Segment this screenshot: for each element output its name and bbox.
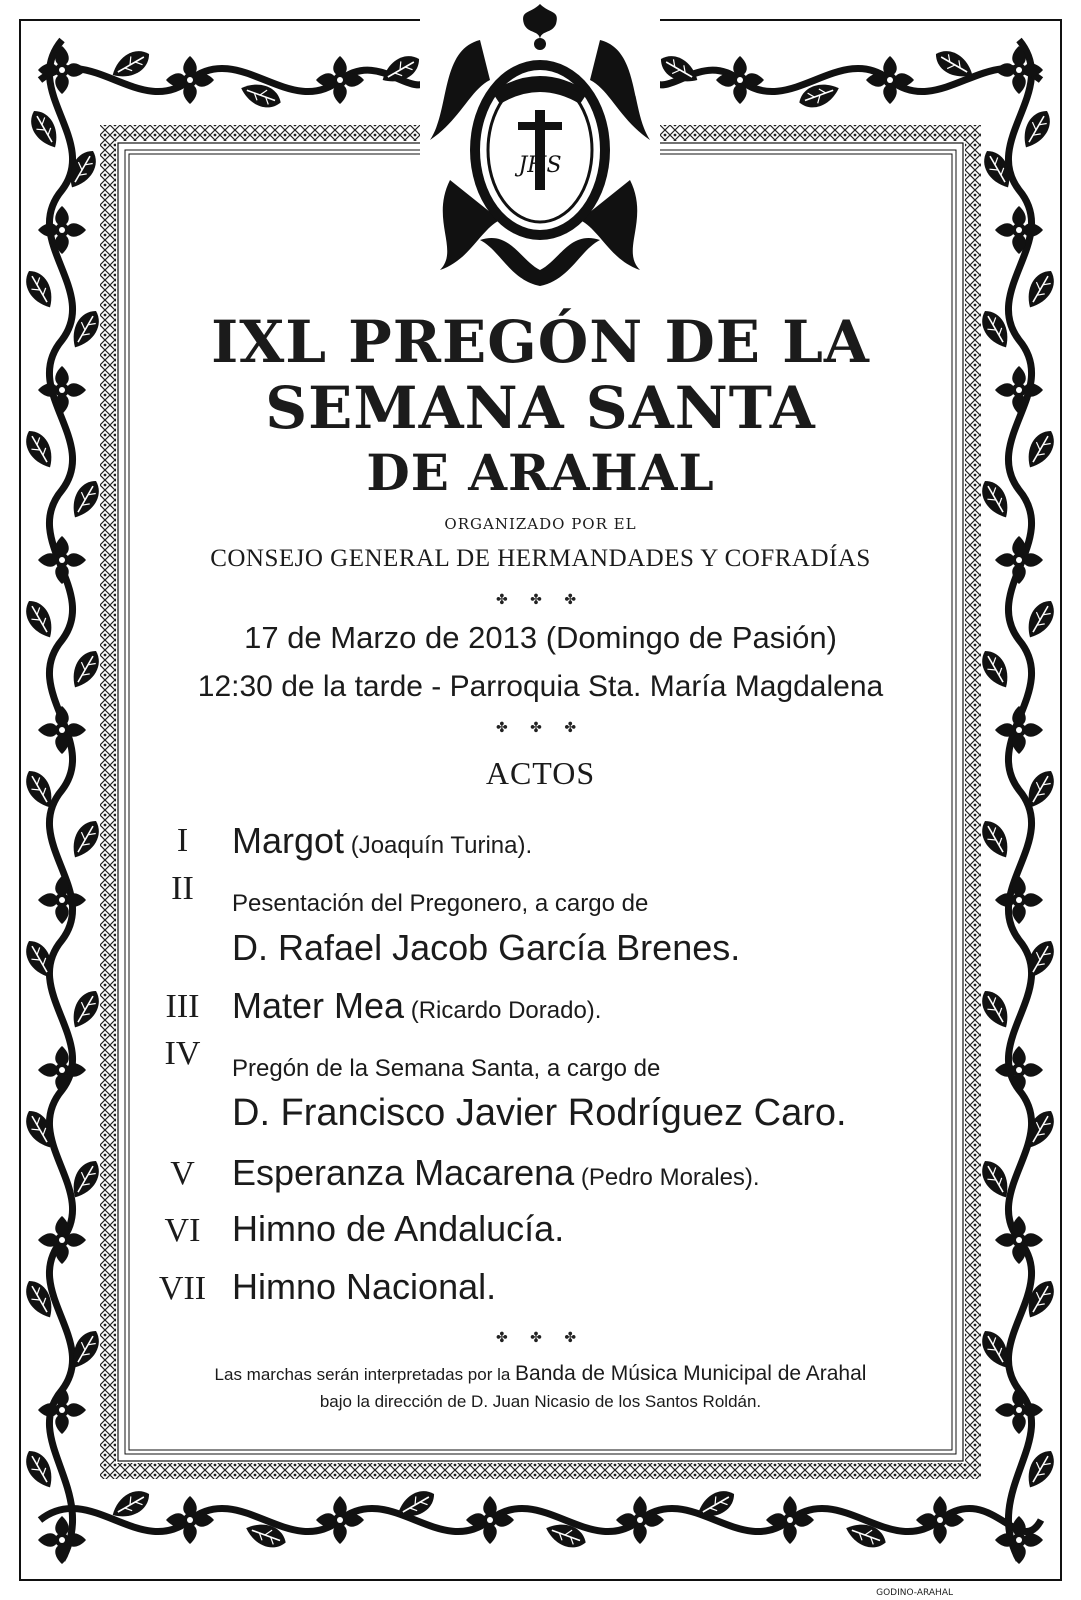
act-item bbox=[232, 1208, 564, 1250]
ornament-divider: ✤ ✤ ✤ bbox=[495, 720, 586, 736]
act-note: (Joaquín Turina). bbox=[344, 832, 533, 859]
ornament-divider: ✤ ✤ ✤ bbox=[495, 1330, 586, 1346]
title-line-1: IXL PREGÓN DE LA bbox=[211, 308, 870, 376]
act-item bbox=[232, 1152, 760, 1194]
title-line-3: DE ARAHAL bbox=[366, 443, 715, 502]
event-date: 17 de Marzo de 2013 (Domingo de Pasión) bbox=[244, 620, 837, 655]
act-title: Margot bbox=[232, 820, 345, 861]
act-item bbox=[232, 1092, 847, 1135]
ornament-divider: ✤ ✤ ✤ bbox=[495, 592, 586, 608]
act-number: I bbox=[176, 822, 189, 859]
act-note: Pesentación del Pregonero, a cargo de bbox=[232, 890, 649, 917]
organizer-name: CONSEJO GENERAL DE HERMANDADES Y COFRADÍAS bbox=[210, 545, 871, 572]
act-number: VI bbox=[164, 1212, 201, 1249]
act-number: VII bbox=[158, 1270, 207, 1307]
footer-line-1 bbox=[135, 1362, 946, 1386]
footer-intro: Las marchas serán interpretadas por la bbox=[214, 1365, 516, 1384]
title-line-2: SEMANA SANTA bbox=[265, 374, 816, 442]
act-number: IV bbox=[164, 1035, 201, 1072]
brotherhood-crest-emblem bbox=[420, 0, 660, 290]
pregonero-presenter-name: D. Rafael Jacob García Brenes. bbox=[232, 927, 741, 968]
act-title: Mater Mea bbox=[232, 985, 405, 1026]
act-item bbox=[232, 1043, 660, 1085]
pregonero-name: D. Francisco Javier Rodríguez Caro. bbox=[232, 1092, 847, 1134]
organizer-intro: ORGANIZADO POR EL bbox=[444, 515, 637, 533]
act-note: (Pedro Morales). bbox=[574, 1164, 760, 1191]
act-item bbox=[232, 878, 648, 920]
act-title: Himno de Andalucía. bbox=[232, 1208, 565, 1249]
act-number: V bbox=[170, 1155, 195, 1192]
act-number: III bbox=[165, 988, 200, 1025]
act-title: Himno Nacional. bbox=[232, 1266, 497, 1307]
band-name: Banda de Música Municipal de Arahal bbox=[515, 1362, 867, 1385]
footer-line-2: bajo la dirección de D. Juan Nicasio de los Santos Roldán. bbox=[319, 1392, 762, 1411]
act-item bbox=[232, 985, 601, 1027]
act-note: (Ricardo Dorado). bbox=[404, 997, 602, 1024]
actos-heading: ACTOS bbox=[485, 755, 596, 791]
act-item bbox=[232, 820, 532, 862]
designer-credit: GODINO-ARAHAL bbox=[876, 1588, 953, 1598]
event-time-place: 12:30 de la tarde - Parroquia Sta. María Magdalena bbox=[197, 670, 884, 703]
act-number: II bbox=[171, 870, 194, 907]
poster-content bbox=[135, 300, 946, 1455]
svg-text:JHS: JHS bbox=[518, 153, 562, 178]
act-item bbox=[232, 1266, 496, 1308]
act-note: Pregón de la Semana Santa, a cargo de bbox=[232, 1055, 661, 1082]
act-title: Esperanza Macarena bbox=[232, 1152, 575, 1193]
act-item bbox=[232, 927, 740, 969]
